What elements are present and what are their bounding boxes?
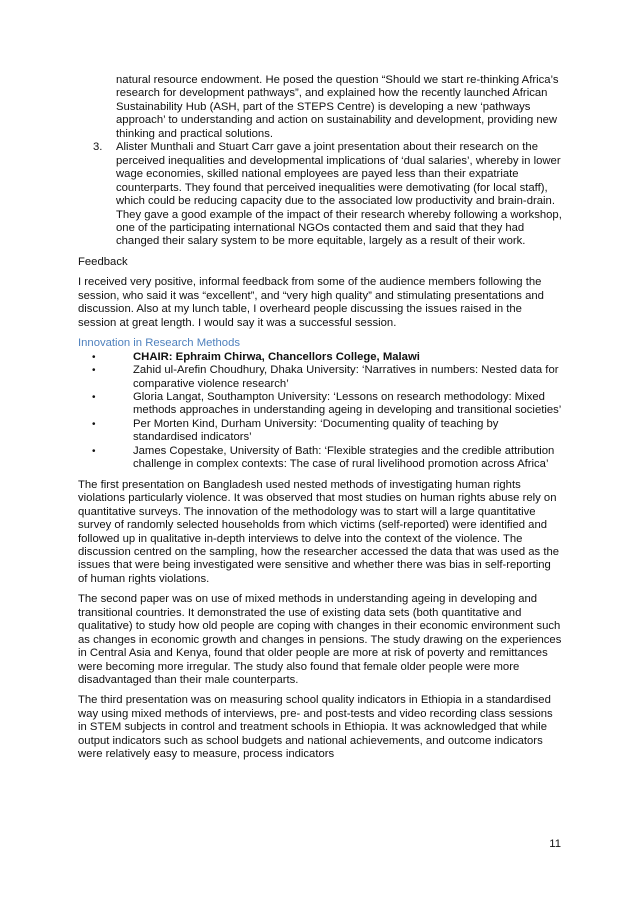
list-item-text: James Copestake, University of Bath: ‘Flexible strategies and the credible attribution challenge in complex contexts: The case of rural livelihood promotion across Africa’ (133, 444, 555, 471)
list-item (78, 351, 562, 364)
list-item-text: Zahid ul-Arefin Choudhury, Dhaka University: ‘Narratives in numbers: Nested data for comparative violence research’ (133, 364, 559, 390)
bullet-icon: • (92, 391, 96, 403)
page-body (78, 74, 562, 762)
bullet-icon: • (92, 418, 96, 430)
body-paragraph: The third presentation was on measuring school quality indicators in Ethiopia in a standardised way using mixed methods of interviews, pre- and post-tests and video recording class sessions in STEM subjects in control and treatment schools in Ethiopia. It was acknowledged that while output indicators such as school budgets and national achievements, and outcome indicators were relatively easy to measure, process indicators (78, 694, 553, 761)
bullet-icon: • (92, 365, 96, 377)
section-heading: Innovation in Research Methods (78, 337, 241, 350)
page-number: 11 (549, 838, 561, 850)
list-item (78, 418, 562, 445)
item-number: 3. (93, 141, 103, 154)
list-item (78, 364, 562, 391)
list-item (78, 445, 562, 472)
list-item-text: Gloria Langat, Southampton University: ‘Lessons on research methodology: Mixed methods approaches in understanding ageing in developing and transitional societies’ (133, 390, 562, 417)
body-paragraph: The second paper was on use of mixed methods in understanding ageing in developing and transitional countries. It demonstrated the use of existing data sets (both quantitative and qualitative) to study how old people are coping with changes in their economic environment such as changes in economic growth and changes in pensions. The study drawing on the experiences in Central Asia and Kenya, found that older people are more at risk of poverty and remittances were becoming more irregular. The study also found that female older people were more disadvantaged than their male counterparts. (78, 593, 562, 687)
list-item-text: Per Morten Kind, Durham University: ‘Documenting quality of teaching by standardised indicators’ (133, 417, 499, 444)
body-paragraph: The first presentation on Bangladesh used nested methods of investigating human rights violations particularly violence. It was observed that most studies on human rights abuse rely on quantitative surveys. The innovation of the methodology was to start will a large quantitative survey of randomly selected households from which victims (self-reported) were identified and followed up in qualitative in-depth interviews to delve into the context of the violence. The discussion centred on the sampling, how the researcher accessed the data that was used as the issues that were being investigated were sensitive and whether there was bias in self-reporting of human rights violations. (78, 478, 560, 585)
bullet-icon: • (92, 445, 96, 457)
list-item-text: CHAIR: Ephraim Chirwa, Chancellors College, Malawi (133, 350, 420, 363)
continuation-paragraph: natural resource endowment. He posed the question “Should we start re-thinking Africa’s research for development pathways”, and explained how the recently launched African Sustainability Hub (ASH, part of the STEPS Centre) is developing a new ‘pathways approach’ to understanding and action on sustainability and development, providing new thinking and practical solutions. (116, 74, 559, 140)
numbered-item (78, 141, 562, 249)
numbered-list (78, 141, 562, 249)
feedback-paragraph: I received very positive, informal feedback from some of the audience members following the session, who said it was “excellent”, and “very high quality” and stimulating presentations and discussion. Also at my lunch table, I overheard people discussing the issues raised in the session at great length. I would say it was a successful session. (78, 276, 544, 329)
list-item (78, 391, 562, 418)
item-text: Alister Munthali and Stuart Carr gave a joint presentation about their research on the perceived inequalities and developmental implications of ‘dual salaries’, whereby in lower wage economies, skilled national employees are payed less than their expatriate counterparts. They found that perceived inequalities were demotivating (for local staff), which could be reducing capacity due to the associated low productivity and brain-drain. They gave a good example of the impact of their research whereby following a workshop, one of the participating international NGOs contacted them and said that they had changed their salary system to be more equitable, largely as a result of their work. (116, 141, 562, 248)
speaker-list (78, 351, 562, 472)
bullet-icon: • (92, 351, 96, 363)
feedback-label: Feedback (78, 255, 128, 268)
